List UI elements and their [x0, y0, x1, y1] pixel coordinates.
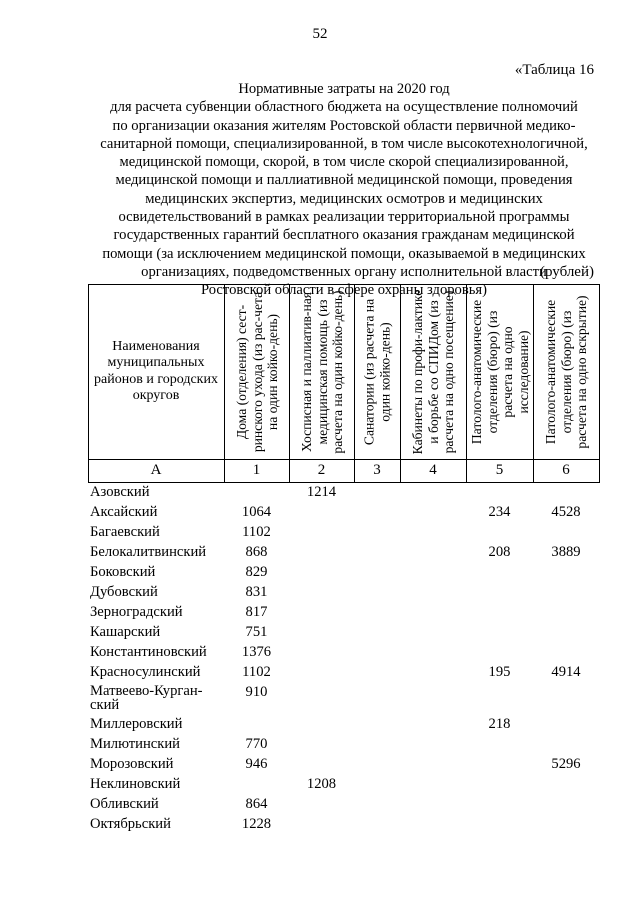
row-name: Константиновский: [90, 644, 207, 660]
row-value-col-1: 864: [245, 796, 268, 812]
row-value-col-2: 1214: [306, 484, 337, 500]
header-col-2-text: Хосписная и паллиатив-ная медицинская помощь (из расчета на один койко-день): [298, 289, 345, 454]
header-col-6: [533, 284, 599, 459]
table-row: [88, 774, 600, 794]
row-name: Милютинский: [90, 736, 180, 752]
row-name: Белокалитвинский: [90, 544, 207, 560]
header-col-4: [400, 284, 466, 459]
row-value-col-5: 234: [488, 504, 511, 520]
title-line: государственных гарантий бесплатного оказания гражданам медицинской: [113, 227, 575, 244]
title-line: медицинской помощи и паллиативной медицинской помощи, проведения: [115, 172, 573, 189]
row-name: Дубовский: [90, 584, 158, 600]
row-value-col-1: 1228: [241, 816, 272, 832]
title-line: для расчета субвенции областного бюджета на осуществление полномочий: [110, 99, 578, 116]
row-name: Миллеровский: [90, 716, 183, 732]
table-row: [88, 562, 600, 582]
row-value-col-5: 195: [488, 664, 511, 680]
row-value-col-1: 831: [245, 584, 268, 600]
table-row: [88, 582, 600, 602]
header-col-5-text: Патолого-анатомические отделения (бюро) (из расчета на одно исследование): [468, 299, 530, 444]
index-cell-2: 2: [317, 462, 326, 478]
table-row: [88, 714, 600, 734]
table-label: «Таблица 16: [514, 62, 594, 78]
row-value-col-1: 770: [245, 736, 268, 752]
index-cell-a: А: [150, 462, 162, 478]
index-cell-4: 4: [429, 462, 437, 478]
header-municipality: Наименования муниципальных районов и городских округов: [94, 338, 218, 403]
table-body: [88, 482, 600, 834]
row-value-col-6: 4914: [551, 664, 581, 680]
row-value-col-6: 3889: [551, 544, 581, 560]
row-value-col-2: 1208: [306, 776, 337, 792]
row-value-col-1: 1102: [242, 664, 271, 680]
row-name: Зерноградский: [90, 604, 183, 620]
header-col-3-text: Санатории (из расчета на один койко-день): [361, 298, 392, 445]
table-row: [88, 542, 600, 562]
title-line: санитарной помощи, специализированной, в том числе высокотехнологичной,: [100, 135, 588, 152]
table-row: [88, 794, 600, 814]
index-cell-3: 3: [373, 462, 381, 478]
title-line: организациях, подведомственных органу исполнительной власти: [141, 263, 547, 280]
title-line: Нормативные затраты на 2020 год: [238, 81, 450, 97]
header-col-3: [354, 284, 400, 459]
row-value-col-1: 817: [245, 604, 268, 620]
row-name: Багаевский: [90, 524, 160, 540]
index-cell-6: 6: [562, 462, 570, 478]
table-row: [88, 482, 600, 502]
row-name: Матвеево-Курган-ский: [90, 683, 203, 713]
table-row: [88, 522, 600, 542]
title-line: помощи (за исключением медицинской помощи, оказываемой в медицинских: [102, 245, 586, 262]
row-value-col-5: 218: [488, 716, 511, 732]
row-name: Кашарский: [90, 624, 161, 640]
row-value-col-1: 946: [245, 756, 268, 772]
row-value-col-1: 1064: [241, 504, 272, 520]
row-value-col-5: 208: [488, 544, 511, 560]
title-line: медицинских экспертиз, медицинских осмотров и медицинских: [145, 190, 543, 207]
unit-label: (рублей): [539, 264, 594, 280]
header-col-2: [289, 284, 354, 459]
title-line: по организации оказания жителям Ростовской области первичной медико-: [112, 117, 576, 134]
title-line: освидетельствований в рамках реализации территориальной программы: [118, 209, 570, 226]
page-number: 52: [312, 26, 328, 42]
row-value-col-1: 1102: [242, 524, 271, 540]
table-row: [88, 622, 600, 642]
table-row: [88, 734, 600, 754]
row-name: Обливский: [90, 796, 159, 812]
row-name: Красносулинский: [90, 664, 201, 680]
header-col-1: [224, 284, 289, 459]
title-line: Ростовской области в сфере охраны здоровья): [201, 282, 487, 299]
row-value-col-1: 1376: [241, 644, 272, 660]
row-value-col-6: 4528: [551, 504, 581, 520]
row-value-col-1: 868: [245, 544, 268, 560]
table-row: [88, 502, 600, 522]
table-title: [88, 80, 600, 300]
row-name: Боковский: [90, 564, 156, 580]
row-name: Неклиновский: [90, 776, 181, 792]
header-col-6-text: Патолого-анатомические отделения (бюро) (из расчета на одно вскрытие): [542, 294, 589, 449]
row-name: Морозовский: [90, 756, 174, 772]
row-name: Азовский: [90, 484, 150, 500]
table-border-right: [599, 284, 600, 482]
row-value-col-1: 829: [245, 564, 268, 580]
header-col-1-text: Дома (отделения) сест-ринского ухода (из рас-чета на один койко-день): [233, 291, 280, 452]
row-value-col-1: 751: [245, 624, 268, 640]
table-header: [88, 284, 600, 482]
table-row: [88, 662, 600, 682]
table-row: [88, 602, 600, 622]
table-row: [88, 642, 600, 662]
header-col-5: [466, 284, 533, 459]
row-name: Аксайский: [90, 504, 158, 520]
row-value-col-6: 5296: [551, 756, 581, 772]
index-cell-5: 5: [495, 462, 504, 478]
row-name: Октябрьский: [90, 816, 171, 832]
header-col-4-text: Кабинеты по профи-лактике и борьбе со СПИДом (из расчета на одно посещение): [409, 289, 456, 454]
index-cell-1: 1: [252, 462, 261, 478]
table-row: [88, 754, 600, 774]
table-row: [88, 682, 600, 714]
title-line: медицинской помощи, скорой, в том числе скорой специализированной,: [119, 154, 569, 171]
row-value-col-1: 910: [245, 684, 268, 700]
table-row: [88, 814, 600, 834]
